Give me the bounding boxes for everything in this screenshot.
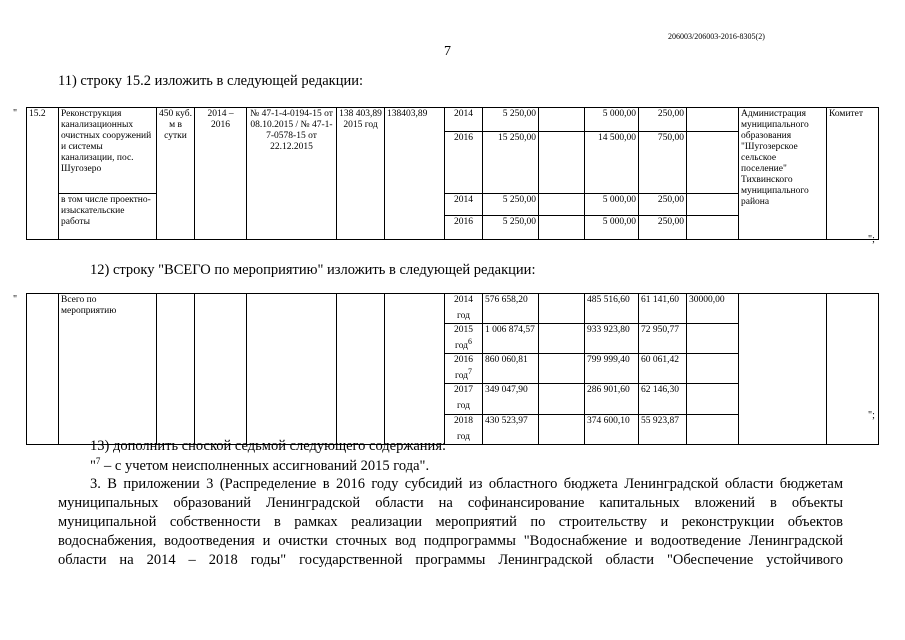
total-by-measure-table [26, 293, 902, 445]
total-cell: 5 250,00 [483, 194, 539, 216]
regional-budget-cell: 799 999,40 [585, 354, 639, 384]
total-cell: 5 250,00 [483, 108, 539, 132]
capacity: 450 куб. м в сутки [157, 108, 195, 240]
paragraph-line: муниципальной собственности в рамках реализации мероприятий по строительству и реконструкции объектов [58, 514, 843, 530]
local-budget-cell: 62 146,30 [639, 384, 687, 414]
row-15-2-table [26, 107, 902, 240]
regional-budget-cell: 5 000,00 [585, 216, 639, 240]
sub-item-name: в том числе проектно-изыскательские работы [59, 194, 157, 240]
item-12-open-quote: " [13, 294, 18, 305]
committee: Комитет [827, 108, 879, 240]
regional-budget-cell: 14 500,00 [585, 132, 639, 194]
year-cell: 2018 год [445, 414, 483, 444]
total-cell: 349 047,90 [483, 384, 539, 414]
paragraph-line: муниципальных образований Ленинградской области на софинансирование капитальных вложений в объекты [58, 495, 843, 511]
year-cell: 2016 [445, 132, 483, 194]
other-cell: 30000,00 [687, 294, 739, 324]
local-budget-cell: 72 950,77 [639, 324, 687, 354]
other-cell [687, 354, 739, 384]
object-name: Реконструкция канализационных очистных сооружений и системы канализации, пос. Шугозеро [59, 108, 157, 194]
regional-budget-cell: 485 516,60 [585, 294, 639, 324]
page-number: 7 [444, 44, 451, 59]
other-cell [687, 216, 739, 240]
year-cell: 2017 год [445, 384, 483, 414]
local-budget-cell: 250,00 [639, 216, 687, 240]
other-cell [687, 132, 739, 194]
empty-cell [539, 194, 585, 216]
local-budget-cell: 250,00 [639, 108, 687, 132]
paragraph-line: 3. В приложении 3 (Распределение в 2016 году субсидий из областного бюджета Ленинградской области бюджетам [90, 476, 843, 492]
other-cell [687, 384, 739, 414]
item-3-paragraph [58, 475, 843, 570]
local-budget-cell: 55 923,87 [639, 414, 687, 444]
estimate-cost: 138 403,89 2015 год [337, 108, 385, 240]
total-cell: 15 250,00 [483, 132, 539, 194]
regional-budget-cell: 286 901,60 [585, 384, 639, 414]
period: 2014 – 2016 [195, 108, 247, 240]
item-12-close-mark: "; [868, 410, 875, 421]
year-cell: 2014 год [445, 294, 483, 324]
other-cell [687, 414, 739, 444]
year-cell: 2014 [445, 194, 483, 216]
regional-budget-cell: 5 000,00 [585, 108, 639, 132]
year-cell: 2014 [445, 108, 483, 132]
empty-cell [539, 108, 585, 132]
item-11-close-mark: "; [868, 234, 875, 245]
document-number: 206003/206003-2016-8305(2) [668, 32, 765, 41]
total-label: Всего по мероприятию [59, 294, 157, 445]
empty-cell [539, 354, 585, 384]
local-budget-cell: 61 141,60 [639, 294, 687, 324]
item-13-text: 13) дополнить сноской седьмой следующего содержания: [90, 438, 447, 454]
footnote-7: "$^7$ – с учетом неисполненных ассигнований 2015 года". [90, 456, 430, 474]
empty-cell [539, 132, 585, 194]
total-cell: 576 658,20 [483, 294, 539, 324]
local-budget-cell: 60 061,42 [639, 354, 687, 384]
other-cell [687, 324, 739, 354]
total-cell: 860 060,81 [483, 354, 539, 384]
item-11-text: 11) строку 15.2 изложить в следующей редакции: [58, 73, 364, 89]
total-cell: 430 523,97 [483, 414, 539, 444]
empty-cell [539, 294, 585, 324]
regional-budget-cell: 5 000,00 [585, 194, 639, 216]
local-budget-cell: 750,00 [639, 132, 687, 194]
item-11-open-quote: " [13, 108, 18, 119]
paragraph-line: водоснабжения, водоотведения и очистки сточных вод подпрограммы "Водоснабжение и водоотведение Ленинградской [58, 533, 843, 549]
empty-cell [539, 384, 585, 414]
year-cell: 2016 год$^7$ [445, 354, 483, 384]
empty-cell [539, 216, 585, 240]
item-12-text: 12) строку "ВСЕГО по мероприятию" изложить в следующей редакции: [90, 262, 536, 278]
year-cell: 2016 [445, 216, 483, 240]
total-cell: 1 006 874,57 [483, 324, 539, 354]
regional-budget-cell: 374 600,10 [585, 414, 639, 444]
other-cell [687, 108, 739, 132]
permit-number: № 47-1-4-0194-15 от 08.10.2015 / № 47-1-7-0578-15 от 22.12.2015 [247, 108, 337, 240]
local-budget-cell: 250,00 [639, 194, 687, 216]
estimate-cost-2: 138403,89 [385, 108, 445, 240]
other-cell [687, 194, 739, 216]
regional-budget-cell: 933 923,80 [585, 324, 639, 354]
empty-cell [539, 324, 585, 354]
row-number: 15.2 [27, 108, 59, 240]
administrator: Администрация муниципального образования "Шугозерское сельское поселение" Тихвинского муниципального района [739, 108, 827, 240]
year-cell: 2015 год$^6$ [445, 324, 483, 354]
total-cell: 5 250,00 [483, 216, 539, 240]
empty-cell [539, 414, 585, 444]
paragraph-line: области на 2014 – 2018 годы" государственной программы Ленинградской области "Обеспечение устойчивого [58, 552, 843, 568]
